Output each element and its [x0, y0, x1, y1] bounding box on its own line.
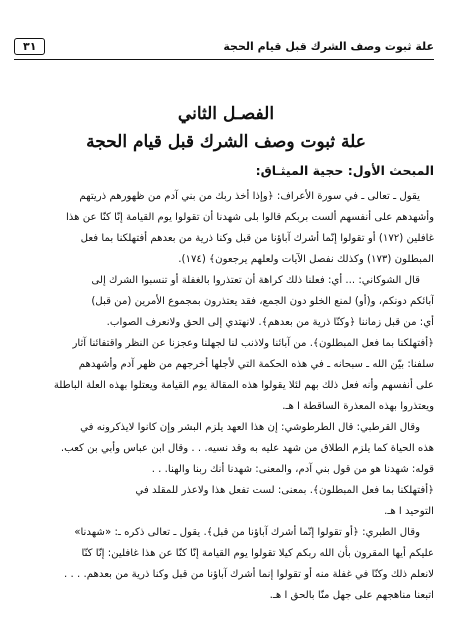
- body-line: وأشهدهم على أنفسهم ألست بربكم قالوا بلى شهدنا أن تقولوا يوم القيامة إنّا كنّا عن هذا: [65, 212, 434, 223]
- body-line: ويعتذروا بهذه المعذرة الساقطة ا هـ.: [282, 401, 434, 412]
- body-line: أي: من قبل زماننا ﴿وكنّا ذرية من بعدهم﴾. لانهتدي إلى الحق ولانعرف الصواب.: [106, 317, 434, 328]
- body-line: سلفنا: بيّن الله ـ سبحانه ـ في هذه الحكمة التي لأجلها أخرجهم من ظهر آدم وأشهدهم: [78, 359, 434, 370]
- header-title: علة ثبوت وصف الشرك قبل قيام الحجة: [223, 39, 434, 53]
- section-title: علة ثبوت وصف الشرك قبل قيام الحجة: [86, 132, 366, 152]
- body-line: يقول ـ تعالى ـ في سورة الأعراف: ﴿وإذا أخذ ربك من بني آدم من ظهورهم ذريتهم: [79, 191, 420, 202]
- body-line: لانعلم ذلك وكنّا في غفلة منه أو تقولوا إنما أشرك آباؤنا من قبل وكنا ذرية من بعدهم. . . .: [64, 569, 434, 580]
- body-line: هذه الحياة كما يلزم الطلاق من شهد عليه به وقد نسيه. . . وقال ابن عباس وأبي بن كعب.: [60, 443, 434, 454]
- body-text: [14, 186, 434, 606]
- body-line: قوله: شهدنا هو من قول بني آدم، والمعنى: شهدنا أنك ربنا والهنا. . .: [151, 464, 434, 475]
- body-line: قال الشوكاني: ... أي: فعلنا ذلك كراهة أن تعتذروا بالغفلة أو تنسبوا الشرك إلى: [91, 275, 420, 286]
- body-line: على أنفسهم وأنه فعل ذلك بهم لئلا يقولوا هذه المقالة يوم القيامة ويعتلوا بهذه العلة الباطلة: [53, 380, 434, 391]
- body-line: وقال الطبري: ﴿أو تقولوا إنّما أشرك آباؤنا من قبل﴾. يقول ـ تعالى ذكره ـ: «شهدنا»: [74, 527, 420, 538]
- running-header: [14, 33, 434, 60]
- body-line: وقال القرطبي: قال الطرطوشي: إن هذا العهد يلزم البشر وإن كانوا لايذكرونه في: [80, 422, 420, 433]
- body-line: عليكم أيها المقرون بأن الله ربكم كيلا تقولوا يوم القيامة إنّا كنّا عن هذا غافلين: إنّا كنّا: [81, 548, 434, 559]
- page-number: ٣١: [14, 38, 45, 55]
- body-line: آبائكم دونكم، و(أو) لمنع الخلو دون الجمع، فقد يعتذرون بمجموع الأمرين (من قبل): [91, 296, 434, 307]
- chapter-title: الفصـل الثاني: [177, 104, 275, 124]
- subsection-title: المبحث الأول: حجية الميثـاق:: [255, 163, 434, 178]
- body-line: اتبعنا مناهجهم على جهل منّا بالحق ا هـ.: [269, 590, 434, 601]
- body-line: التوحيد ا هـ.: [384, 506, 434, 517]
- body-line: المبطلون (١٧٣) وكذلك نفصل الآيات ولعلهم يرجعون﴾ (١٧٤).: [178, 254, 434, 265]
- body-line: ﴿أفتهلكنا بما فعل المبطلون﴾. من آبائنا ولاذنب لنا لجهلنا وعجزنا عن النظر واقتفائنا آثار: [72, 338, 434, 349]
- body-line: غافلين (١٧٢) أو تقولوا إنّما أشرك آباؤنا من قبل وكنا ذرية من بعدهم أفتهلكنا بما فعل: [80, 233, 434, 244]
- body-line: ﴿أفتهلكنا بما فعل المبطلون﴾. بمعنى: لست تفعل هذا ولاعذر للمقلد في: [135, 485, 434, 496]
